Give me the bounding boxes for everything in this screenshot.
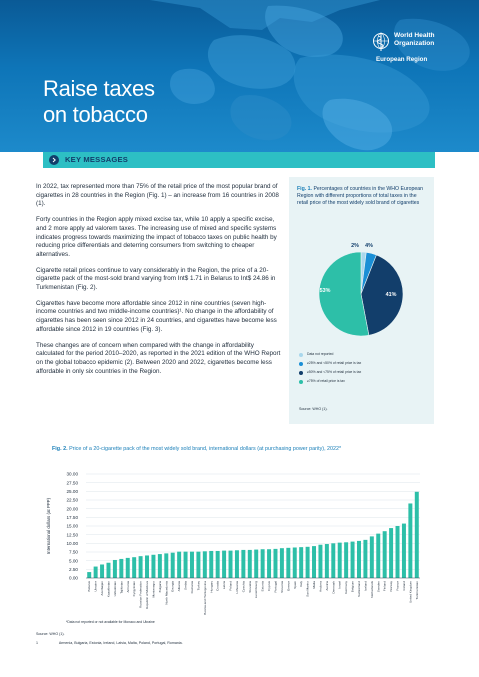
x-tick-label: Finland: [382, 581, 387, 592]
bar: [261, 549, 265, 578]
x-tick-label: Armenia: [125, 581, 130, 593]
pie-slice-label: 4%: [365, 243, 373, 249]
x-tick-label: Czechia: [241, 581, 246, 593]
y-tick-label: 12.50: [66, 532, 78, 538]
figure-1-caption-text: Percentages of countries in the WHO European Region with different proportions of total taxes in the retail price of the most widely sold brand of cigarettes: [297, 186, 424, 206]
legend-label: ≥25% and <50% of retail price is tax: [307, 361, 362, 365]
bar: [383, 531, 387, 578]
legend-label: ≥50% and <75% of retail price is tax: [307, 370, 362, 374]
key-messages-label: KEY MESSAGES: [65, 155, 129, 164]
x-tick-label: Greece: [286, 581, 291, 592]
legend-label: Data not reported: [307, 352, 334, 356]
bar: [351, 542, 355, 578]
bar: [357, 541, 361, 578]
y-tick-label: 5.00: [69, 558, 78, 564]
y-tick-label: 25.00: [66, 488, 78, 494]
figure-2-caption-text: Price of a 20-cigarette pack of the most widely sold brand, international dollars (at purchasing power parity), 2022*: [69, 446, 342, 452]
x-tick-label: Hungary: [209, 581, 214, 593]
x-tick-label: Serbia: [183, 581, 188, 590]
bar: [209, 551, 213, 578]
bar: [119, 559, 123, 578]
bar: [100, 564, 104, 578]
bar: [415, 492, 419, 578]
x-tick-label: Bulgaria: [157, 581, 162, 593]
x-tick-label: Denmark: [331, 581, 336, 594]
x-tick-label: Georgia: [170, 581, 175, 593]
bar: [254, 550, 258, 578]
x-tick-label: San Marino: [305, 581, 310, 597]
x-tick-label: Belgium: [350, 581, 355, 593]
bar: [318, 545, 322, 578]
x-tick-label: Bosnia and Herzegovina: [202, 581, 207, 615]
bar: [164, 553, 168, 578]
y-tick-label: 27.50: [66, 480, 78, 486]
y-tick-label: 30.00: [66, 471, 78, 477]
y-tick-label: 22.50: [66, 497, 78, 503]
key-messages-text: [36, 183, 281, 383]
x-tick-label: Switzerland: [356, 581, 361, 597]
pie-slice-label: 53%: [319, 288, 331, 294]
x-tick-label: Malta: [312, 581, 317, 589]
x-tick-label: Netherlands: [369, 581, 374, 598]
x-tick-label: Slovakia: [247, 581, 252, 593]
figure-2-note: *Data not reported or not available for Monaco and Ukraine: [66, 620, 155, 624]
bar: [126, 558, 130, 578]
x-tick-label: Latvia: [222, 581, 227, 590]
footnote-number: 1: [36, 641, 38, 645]
x-tick-label: Uzbekistan: [112, 581, 117, 597]
bar: [306, 547, 310, 578]
x-tick-label: Croatia: [215, 581, 220, 591]
x-tick-label: Kazakhstan: [106, 581, 111, 598]
bar: [184, 552, 188, 578]
legend-swatch: [299, 362, 303, 366]
x-tick-label: France: [395, 581, 400, 591]
y-tick-label: 0.00: [69, 575, 78, 581]
bar: [151, 555, 155, 578]
x-tick-label: United Kingdom: [408, 581, 413, 604]
legend-swatch: [299, 371, 303, 375]
bar: [196, 552, 200, 578]
bar: [177, 552, 181, 578]
bar: [408, 503, 412, 578]
bar: [106, 563, 110, 578]
bar: [293, 547, 297, 578]
bar: [331, 543, 335, 578]
footnote: [36, 641, 183, 645]
region-name: European Region: [376, 56, 428, 63]
figure-1-caption: [297, 186, 429, 206]
bar: [216, 551, 220, 578]
x-tick-label: Belarus: [87, 581, 92, 592]
bar: [222, 551, 226, 578]
x-tick-label: Portugal: [273, 581, 278, 593]
bar: [241, 550, 245, 578]
x-tick-label: Israel: [337, 581, 342, 589]
x-tick-label: Azerbaijan: [100, 581, 105, 596]
bar: [87, 572, 91, 578]
bar: [389, 528, 393, 578]
bar: [363, 540, 367, 578]
x-tick-label: Estonia: [260, 581, 265, 592]
title-line-1: Raise taxes: [43, 76, 155, 101]
y-tick-label: 15.00: [66, 523, 78, 529]
paragraph: Forty countries in the Region apply mixed excise tax, while 10 apply a specific excise, and 2 more apply ad valorem taxes. The increasing use of mixed and specific systems indicates progress towards maximizing the impact of tobacco taxes on public health by reducing price differentials and deterring consumers from switching to cheaper alternatives.: [36, 216, 277, 258]
bar: [344, 542, 348, 578]
x-tick-label: Tajikistan: [119, 581, 124, 594]
bar: [145, 555, 149, 578]
x-tick-label: Andorra: [318, 581, 323, 593]
pie-slice-label: 2%: [351, 243, 359, 249]
y-tick-label: 10.00: [66, 540, 78, 546]
x-tick-label: Romania: [189, 581, 194, 594]
bar: [113, 560, 117, 578]
x-tick-label: Germany: [344, 581, 349, 594]
figure-1-panel: [289, 177, 434, 424]
bar: [132, 557, 136, 578]
x-tick-label: Montenegro: [151, 581, 156, 598]
x-tick-label: Spain: [292, 581, 297, 589]
x-tick-label: Turkmenistan: [414, 581, 419, 600]
y-tick-label: 2.50: [69, 566, 78, 572]
x-tick-label: Lithuania: [234, 581, 239, 594]
paragraph: In 2022, tax represented more than 75% of the retail price of the most popular brand of cigarettes in 28 countries in the Region (Fig. 1) – an increase from 16 countries in 2008 (1).: [36, 183, 279, 208]
y-axis-label: International dollars (at PPP): [46, 497, 51, 555]
x-tick-label: Russian Federation: [138, 581, 143, 608]
figure-1-source: Source: WHO (1).: [299, 407, 328, 411]
legend-swatch: [299, 380, 303, 384]
bar-chart: [36, 456, 441, 618]
figure-2-label: Fig. 2.: [52, 446, 68, 452]
org-name: World Health Organization: [394, 32, 435, 47]
x-tick-label: Republic of Moldova: [145, 581, 150, 610]
chevron-right-icon: [49, 155, 59, 165]
bar: [229, 551, 233, 578]
figure-1-label: Fig. 1.: [297, 186, 312, 192]
footnote-text: Armenia, Bulgaria, Estonia, Ireland, Latvia, Malta, Poland, Portugal, Romania.: [58, 641, 183, 645]
bar: [370, 536, 374, 578]
bar: [338, 543, 342, 578]
bar: [312, 546, 316, 578]
bar: [299, 547, 303, 578]
y-tick-label: 17.50: [66, 514, 78, 520]
paragraph: Cigarettes have become more affordable since 2012 in nine countries (seven high-income countries and two middle-income countries)¹. No change in the affordability of cigarettes has been seen since 2012 in 24 countries, and cigarettes have become less affordable since 2012 in 19 countries (Fig. 3).: [36, 299, 277, 333]
bar: [158, 554, 162, 578]
bar: [235, 550, 239, 578]
x-tick-label: Norway: [389, 581, 394, 592]
paragraph: Cigarette retail prices continue to vary considerably in the Region, the price of a 20-cigarette pack of the most-sold brand varying from Int$ 1.71 in Belarus to Int$ 24.86 in Turkmenistan (Fig. 2).: [36, 266, 276, 292]
page-title: [43, 76, 155, 128]
bar: [139, 556, 143, 578]
bar: [94, 567, 98, 578]
bar: [286, 548, 290, 578]
x-tick-label: North Macedonia: [164, 581, 169, 605]
legend-swatch: [299, 353, 303, 357]
title-line-2: on tobacco: [43, 102, 148, 127]
legend-label: ≥75% of retail price is tax: [307, 379, 345, 383]
bar: [267, 549, 271, 578]
bar: [396, 526, 400, 578]
header-banner: [0, 0, 479, 152]
bar: [190, 552, 194, 578]
x-tick-label: Luxembourg: [254, 581, 259, 599]
bar: [280, 548, 284, 578]
bar: [273, 549, 277, 578]
x-tick-label: Turkey: [196, 581, 201, 591]
figure-2-caption: [52, 446, 341, 452]
pie-slice-label: 41%: [385, 292, 397, 298]
figure-2-source: Source: WHO (1).: [36, 632, 65, 636]
x-tick-label: Slovenia: [279, 581, 284, 593]
bar: [402, 524, 406, 578]
bar: [248, 550, 252, 578]
x-tick-label: Cyprus: [267, 581, 272, 591]
x-tick-label: Ireland: [401, 581, 406, 591]
bar: [376, 534, 380, 578]
x-tick-label: Poland: [228, 581, 233, 591]
y-tick-label: 20.00: [66, 506, 78, 512]
pie-chart: [311, 239, 411, 339]
x-tick-label: Ukraine: [93, 581, 98, 592]
x-tick-label: Kyrgyzstan: [132, 581, 137, 597]
paragraph: These changes are of concern when compared with the change in affordability calculated for the period 2010–2020, as reported in the 2021 edition of the WHO Report on the global tobacco epidemic (2). Between 2020 and 2022, cigarettes become less affordable in only six countries in the Region.: [36, 341, 281, 375]
x-tick-label: Albania: [177, 581, 182, 592]
who-emblem-icon: [372, 32, 390, 52]
bar: [203, 551, 207, 578]
bar: [325, 544, 329, 578]
x-tick-label: Sweden: [376, 581, 381, 593]
y-tick-label: 7.50: [69, 549, 78, 555]
x-tick-label: Austria: [324, 581, 329, 591]
bar: [171, 553, 175, 578]
x-tick-label: Italy: [299, 581, 304, 587]
x-tick-label: Iceland: [363, 581, 368, 591]
